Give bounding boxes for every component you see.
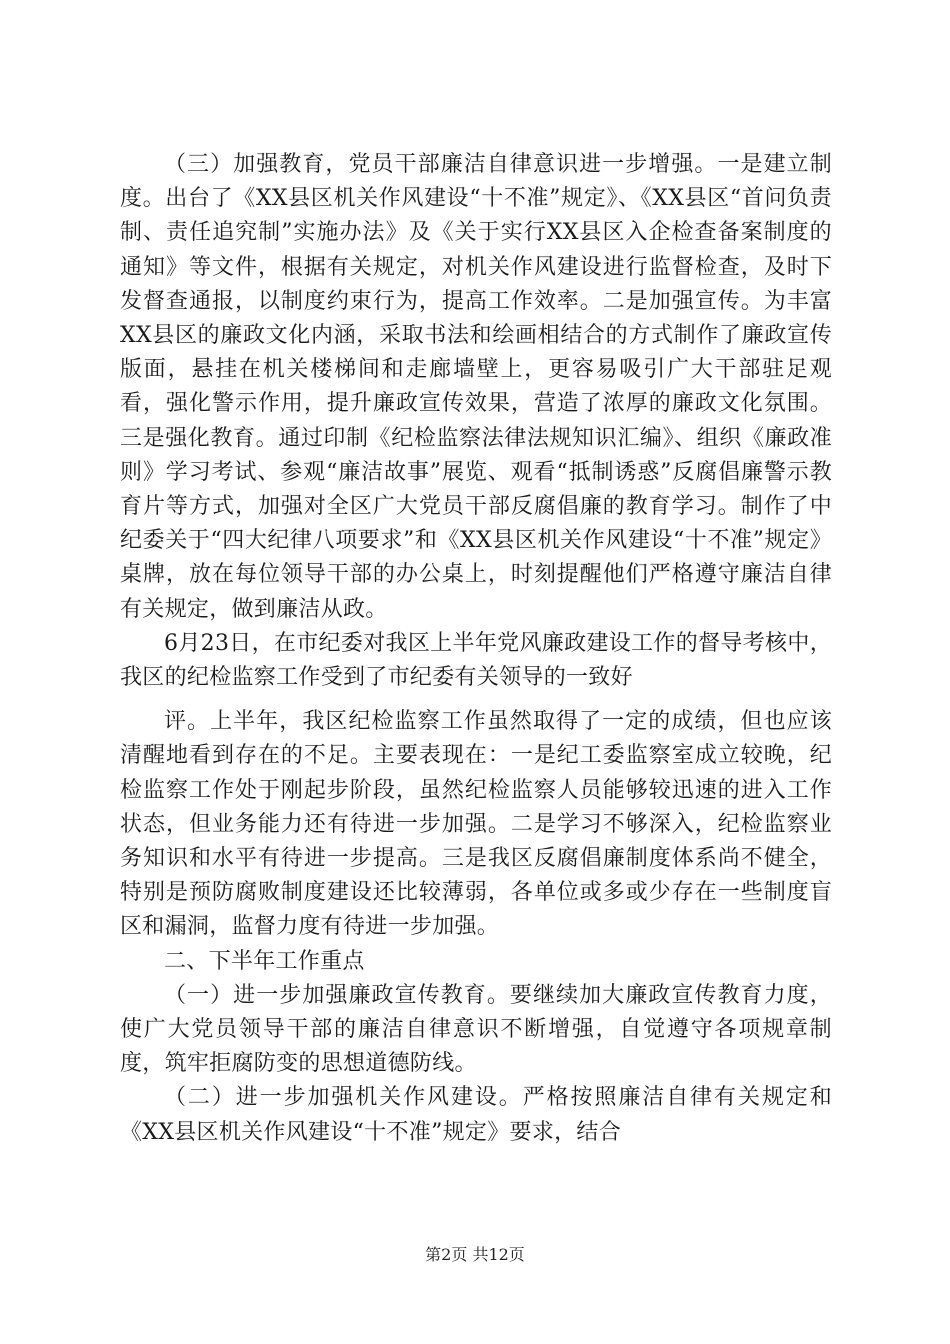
paragraph-education: （三）加强教育，党员干部廉洁自律意识进一步增强。一是建立制度。出台了《XX县区机关作风建设“十不准”规定》、《XX县区“首问负责制、责任追究制”实施办法》及《关于实行XX县区入企检查备案制度的通知》等文件，根据有关规定，对机关作风建设进行监督检查，及时下发督查通报，以制度约束行为，提高工作效率。二是加强宣传。为丰富XX县区的廉政文化内涵，采取书法和绘画相结合的方式制作了廉政宣传版面，悬挂在机关楼梯间和走廊墙壁上，更容易吸引广大干部驻足观看，强化警示作用，提升廉政宣传效果，营造了浓厚的廉政文化氛围。三是强化教育。通过印制《纪检监察法律法规知识汇编》、组织《廉政准则》学习考试、参观“廉洁故事”展览、观看“抵制诱惑”反腐倡廉警示教育片等方式，加强对全区广大党员干部反腐倡廉的教育学习。制作了中纪委关于“四大纪律八项要求”和《XX县区机关作风建设“十不准”规定》桌牌，放在每位领导干部的办公桌上，时刻提醒他们严格遵守廉洁自律有关规定，做到廉洁从政。 bbox=[120, 152, 832, 622]
page-number-footer: 第2页 共12页 bbox=[425, 1245, 525, 1264]
paragraph-publicity-education: （一）进一步加强廉政宣传教育。要继续加大廉政宣传教育力度，使广大党员领导干部的廉洁自律意识不断增强，自觉遵守各项规章制度，筑牢拒腐防变的思想道德防线。 bbox=[120, 982, 832, 1077]
paragraph-work-style: （二）进一步加强机关作风建设。严格按照廉洁自律有关规定和《XX县区机关作风建设“十不准”规定》要求，结合 bbox=[120, 1085, 832, 1145]
paragraph-evaluation: 6月23日，在市纪委对我区上半年党风廉政建设工作的督导考核中，我区的纪检监察工作受到了市纪委有关领导的一致好 bbox=[120, 630, 832, 691]
document-body bbox=[120, 148, 832, 1150]
section-heading-second-half: 二、下半年工作重点 bbox=[164, 948, 365, 974]
paragraph-shortcomings: 评。上半年，我区纪检监察工作虽然取得了一定的成绩，但也应该清醒地看到存在的不足。主要表现在：一是纪工委监察室成立较晚，纪检监察工作处于刚起步阶段，虽然纪检监察人员能够较迅速的进入工作状态，但业务能力还有待进一步加强。二是学习不够深入，纪检监察业务知识和水平有待进一步提高。三是我区反腐倡廉制度体系尚不健全，特别是预防腐败制度建设还比较薄弱，各单位或多或少存在一些制度盲区和漏洞，监督力度有待进一步加强。 bbox=[120, 709, 832, 940]
